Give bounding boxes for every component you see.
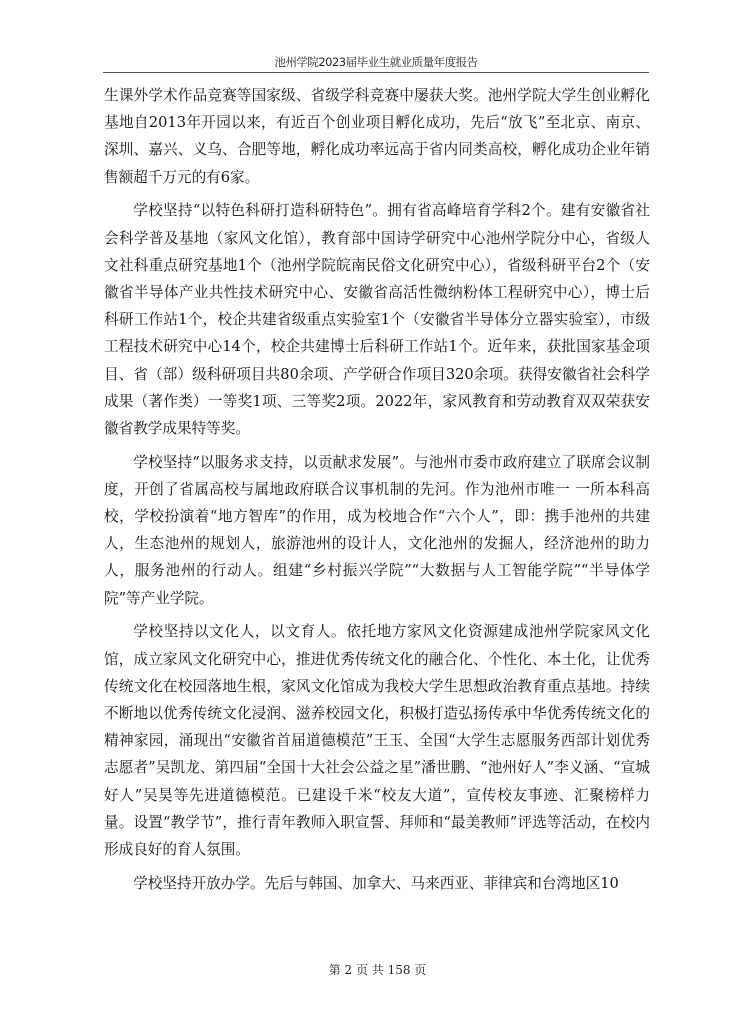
paragraph-research: 学校坚持“以特色科研打造科研特色”。拥有省高峰培育学科2个。建有安徽省社会科学普及基地（家风文化馆），教育部中国诗学研究中心池州学院分中心，省级人文社科重点研究基地1个（池州学院皖南民俗文化研究中心），省级科研平台2个（安徽省半导体产业共性技术研究中心、安徽省高活性微纳粉体工程研究中心），博士后科研工作站1个，校企共建省级重点实验室1个（安徽省半导体分立器实验室），市级工程技术研究中心14个，校企共建博士后科研工作站1个。近年来，获批国家基金项目、省（部）级科研项目共80余项、产学研合作项目320余项。获得安徽省社会科学成果（著作类）一等奖1项、三等奖2项。2022年，家风教育和劳动教育双双荣获安徽省教学成果特等奖。 — [104, 202, 650, 437]
page-number: 第 2 页 共 158 页 — [328, 963, 427, 977]
document-body — [104, 82, 650, 903]
header-rule — [103, 72, 649, 73]
paragraph-open: 学校坚持开放办学。先后与韩国、加拿大、马来西亚、菲律宾和台湾地区10 — [133, 874, 619, 892]
paragraph-continued: 生课外学术作品竞赛等国家级、省级学科竞赛中屡获大奖。池州学院大学生创业孵化基地自2013年开园以来，有近百个创业项目孵化成功，先后“放飞”至北京、南京、深圳、嘉兴、义乌、合肥等地，孵化成功率远高于省内同类高校，孵化成功企业年销售额超千万元的有6家。 — [104, 87, 650, 186]
paragraph-culture: 学校坚持以文化人，以文育人。依托地方家风文化资源建成池州学院家风文化馆，成立家风文化研究中心，推进优秀传统文化的融合化、个性化、本土化，让优秀传统文化在校园落地生根，家风文化馆成为我校大学生思想政治教育重点基地。持续不断地以优秀传统文化浸润、滋养校园文化，积极打造弘扬传承中华优秀传统文化的精神家园，涌现出“安徽省首届道德模范”王玉、全国“大学生志愿服务西部计划优秀志愿者”吴凯龙、第四届“全国十大社会公益之星”潘世鹏、“池州好人”李义涵、“宣城好人”吴昊等先进道德模范。已建设千米“校友大道”，宣传校友事迹、汇聚榜样力量。设置“教学节”，推行青年教师入职宣誓、拜师和“最美教师”评选等活动，在校内形成良好的育人氛围。 — [104, 623, 650, 858]
running-header: 池州学院2023届毕业生就业质量年度报告 — [274, 55, 478, 69]
paragraph-service: 学校坚持“以服务求支持，以贡献求发展”。与池州市委市政府建立了联席会议制度，开创了省属高校与属地政府联合议事机制的先河。作为池州市唯一 一所本科高校，学校扮演着“地方智库”的作用，成为校地合作“六个人”，即：携手池州的共建人，生态池州的规划人，旅游池州的设计人，文化池州的发掘人，经济池州的助力人，服务池州的行动人。组建“乡村振兴学院”“大数据与人工智能学院”“半导体学院”等产业学院。 — [104, 453, 650, 607]
